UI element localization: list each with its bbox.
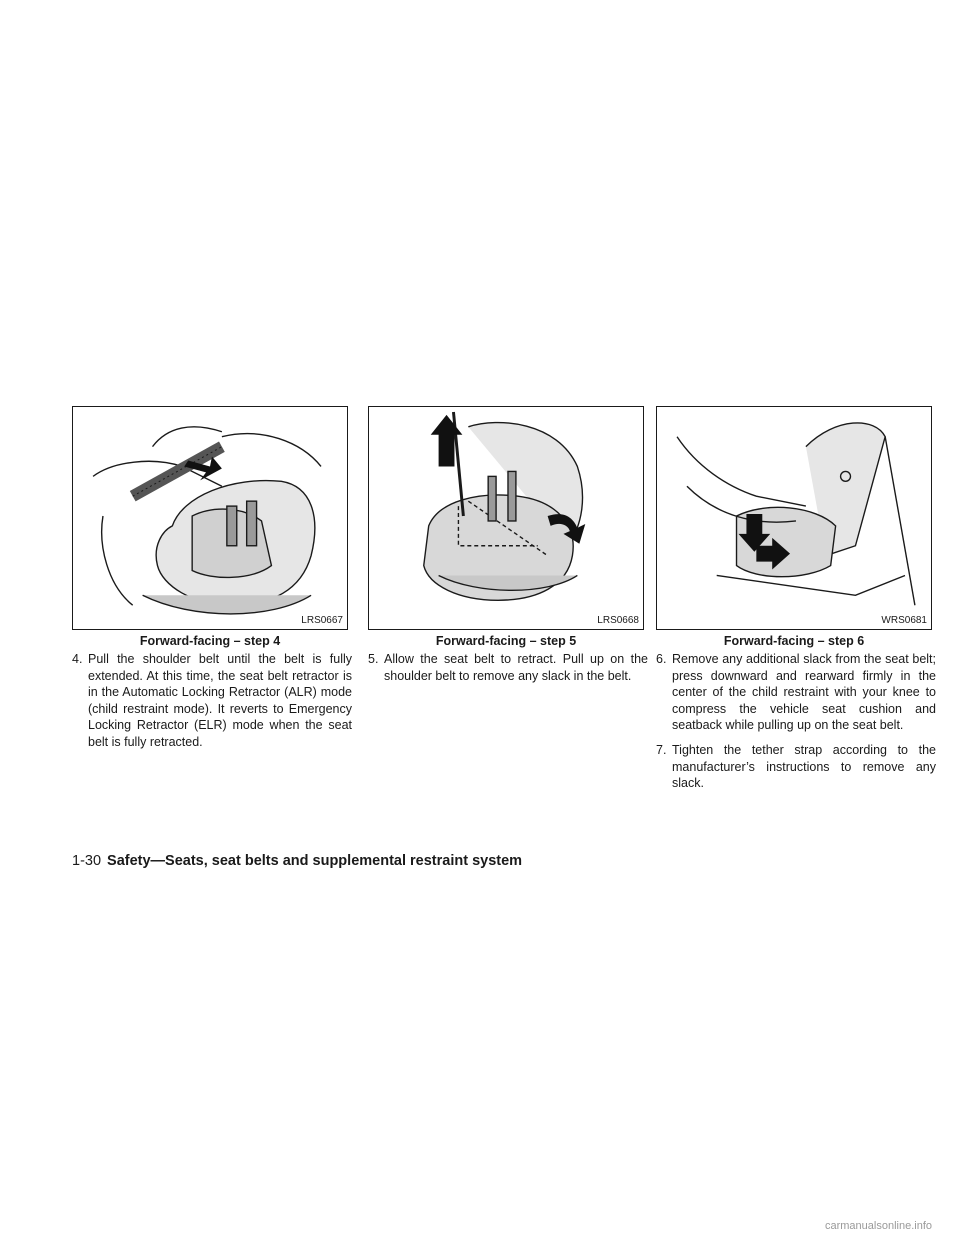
figure-step-5 bbox=[368, 406, 644, 630]
section-title: Safety—Seats, seat belts and supplemental restraint system bbox=[107, 853, 523, 869]
step-text: Allow the seat belt to retract. Pull up on the shoulder belt to remove any slack in the belt. bbox=[384, 652, 648, 683]
step-item bbox=[72, 651, 352, 751]
figure-step-4 bbox=[72, 406, 348, 630]
figure-caption: Forward-facing – step 4 bbox=[139, 634, 281, 648]
child-seat-illustration-step-4 bbox=[73, 407, 347, 629]
step-item bbox=[656, 651, 936, 734]
figure-caption: Forward-facing – step 6 bbox=[723, 634, 865, 648]
step-number: 7. bbox=[656, 743, 667, 757]
child-seat-illustration-step-6 bbox=[657, 407, 931, 629]
step-text: Pull the shoulder belt until the belt is fully extended. At this time, the seat belt retractor is in the Automatic Locking Retractor (ALR) mode (child restraint mode). It reverts to Emergency Locking Retractor (ELR) mode when the seat belt is fully retracted. bbox=[88, 652, 352, 749]
figure-code: WRS0681 bbox=[881, 615, 927, 626]
step-number: 5. bbox=[368, 652, 379, 666]
step-item bbox=[368, 651, 648, 684]
figure-caption: Forward-facing – step 5 bbox=[435, 634, 577, 648]
step-number: 4. bbox=[72, 652, 83, 666]
figure-code: LRS0668 bbox=[597, 615, 639, 626]
step-item bbox=[656, 742, 936, 792]
page-footer bbox=[72, 852, 522, 870]
figure-code: LRS0667 bbox=[301, 615, 343, 626]
step-text: Tighten the tether strap according to the manufacturer’s instructions to remove any slack. bbox=[672, 743, 936, 791]
child-seat-illustration-step-5 bbox=[369, 407, 643, 629]
step-text: Remove any additional slack from the seat belt; press downward and rearward firmly in the center of the child restraint with your knee to compress the vehicle seat cushion and seatback while pulling up on the seat belt. bbox=[672, 652, 936, 733]
figure-step-6 bbox=[656, 406, 932, 630]
page-number: 1-30 bbox=[72, 853, 102, 869]
step-number: 6. bbox=[656, 652, 667, 666]
watermark: carmanualsonline.info bbox=[824, 1220, 932, 1232]
